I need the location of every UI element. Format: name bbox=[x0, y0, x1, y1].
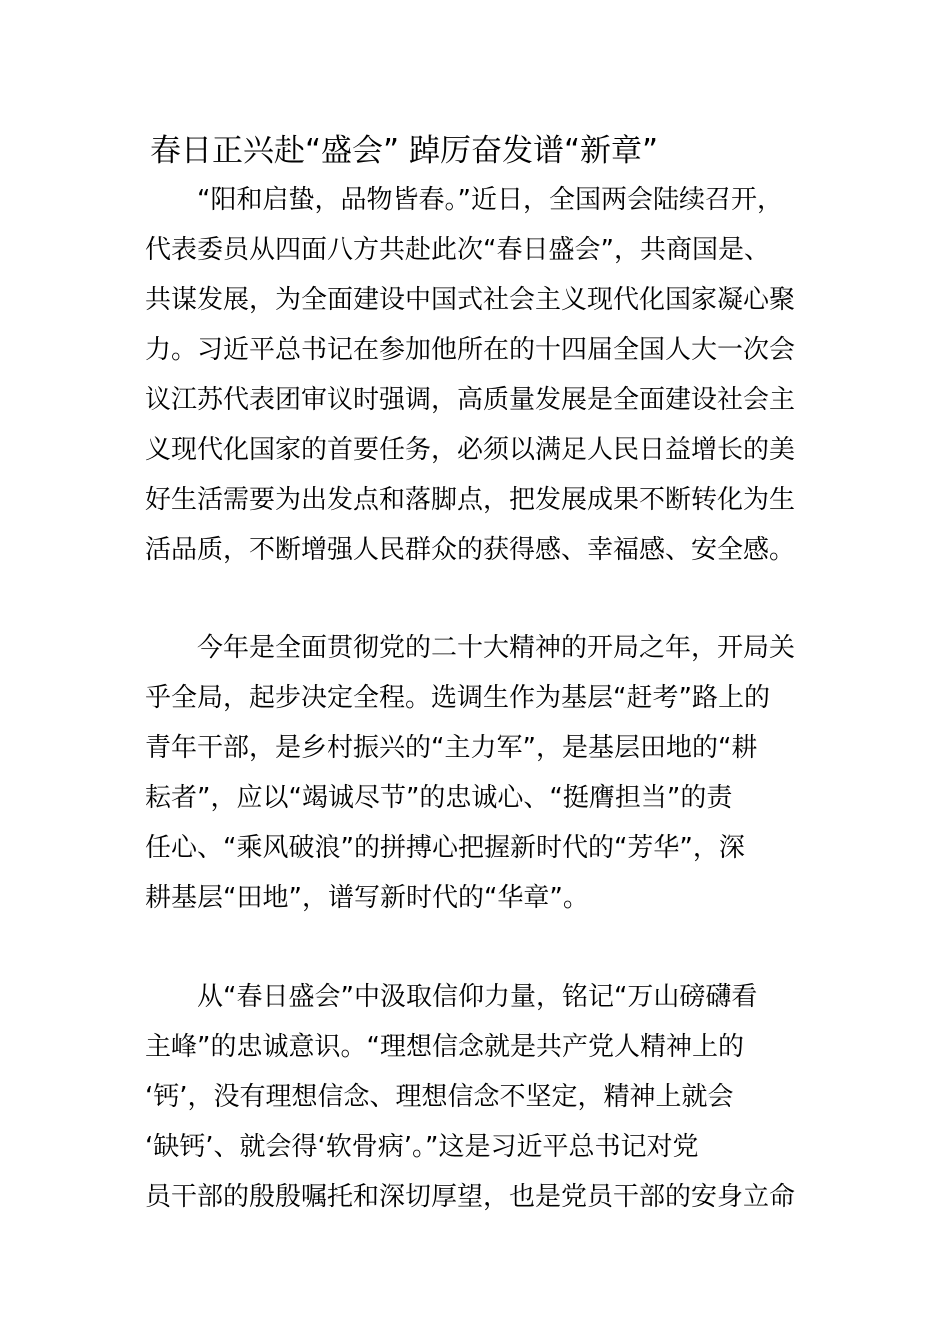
paragraph-line: 员干部的殷殷嘱托和深切厚望，也是党员干部的安身立命 bbox=[145, 1182, 796, 1212]
paragraph-line: “阳和启蛰，品物皆春。”近日，全国两会陆续召开， bbox=[197, 185, 783, 215]
paragraph-line: 任心、“乘风破浪”的拼搏心把握新时代的“芳华”，深 bbox=[145, 833, 745, 863]
paragraph-line: 力。习近平总书记在参加他所在的十四届全国人大一次会 bbox=[145, 335, 796, 365]
paragraph-line: 共谋发展，为全面建设中国式社会主义现代化国家凝心聚 bbox=[145, 285, 796, 315]
paragraph-line: 代表委员从四面八方共赴此次“春日盛会”，共商国是、 bbox=[145, 235, 770, 265]
paragraph-2 bbox=[145, 623, 810, 923]
paragraph-line: 今年是全面贯彻党的二十大精神的开局之年，开局关 bbox=[197, 633, 796, 663]
paragraph-line: 从“春日盛会”中汲取信仰力量，铭记“万山磅礴看 bbox=[197, 982, 758, 1012]
paragraph-line: 耘者”，应以“竭诚尽节”的忠诚心、“挺膺担当”的责 bbox=[145, 783, 733, 813]
paragraph-line: 好生活需要为出发点和落脚点，把发展成果不断转化为生 bbox=[145, 485, 796, 515]
paragraph-line: 义现代化国家的首要任务，必须以满足人民日益增长的美 bbox=[145, 435, 796, 465]
paragraph-line: ‘缺钙’、就会得‘软骨病’。”这是习近平总书记对党 bbox=[145, 1132, 699, 1162]
paragraph-line: ‘钙’，没有理想信念、理想信念不坚定，精神上就会 bbox=[145, 1082, 734, 1112]
paragraph-line: 耕基层“田地”，谱写新时代的“华章”。 bbox=[145, 883, 589, 913]
paragraph-3 bbox=[145, 972, 810, 1222]
paragraph-line: 活品质，不断增强人民群众的获得感、幸福感、安全感。 bbox=[145, 535, 796, 565]
paragraph-line: 乎全局，起步决定全程。选调生作为基层“赶考”路上的 bbox=[145, 683, 770, 713]
document-title: 春日正兴赴“盛会” 踔厉奋发谱“新章” bbox=[150, 133, 659, 169]
paragraph-1 bbox=[145, 175, 810, 575]
paragraph-line: 主峰”的忠诚意识。“理想信念就是共产党人精神上的 bbox=[145, 1032, 744, 1062]
paragraph-line: 青年干部，是乡村振兴的“主力军”，是基层田地的“耕 bbox=[145, 733, 758, 763]
paragraph-line: 议江苏代表团审议时强调，高质量发展是全面建设社会主 bbox=[145, 385, 796, 415]
